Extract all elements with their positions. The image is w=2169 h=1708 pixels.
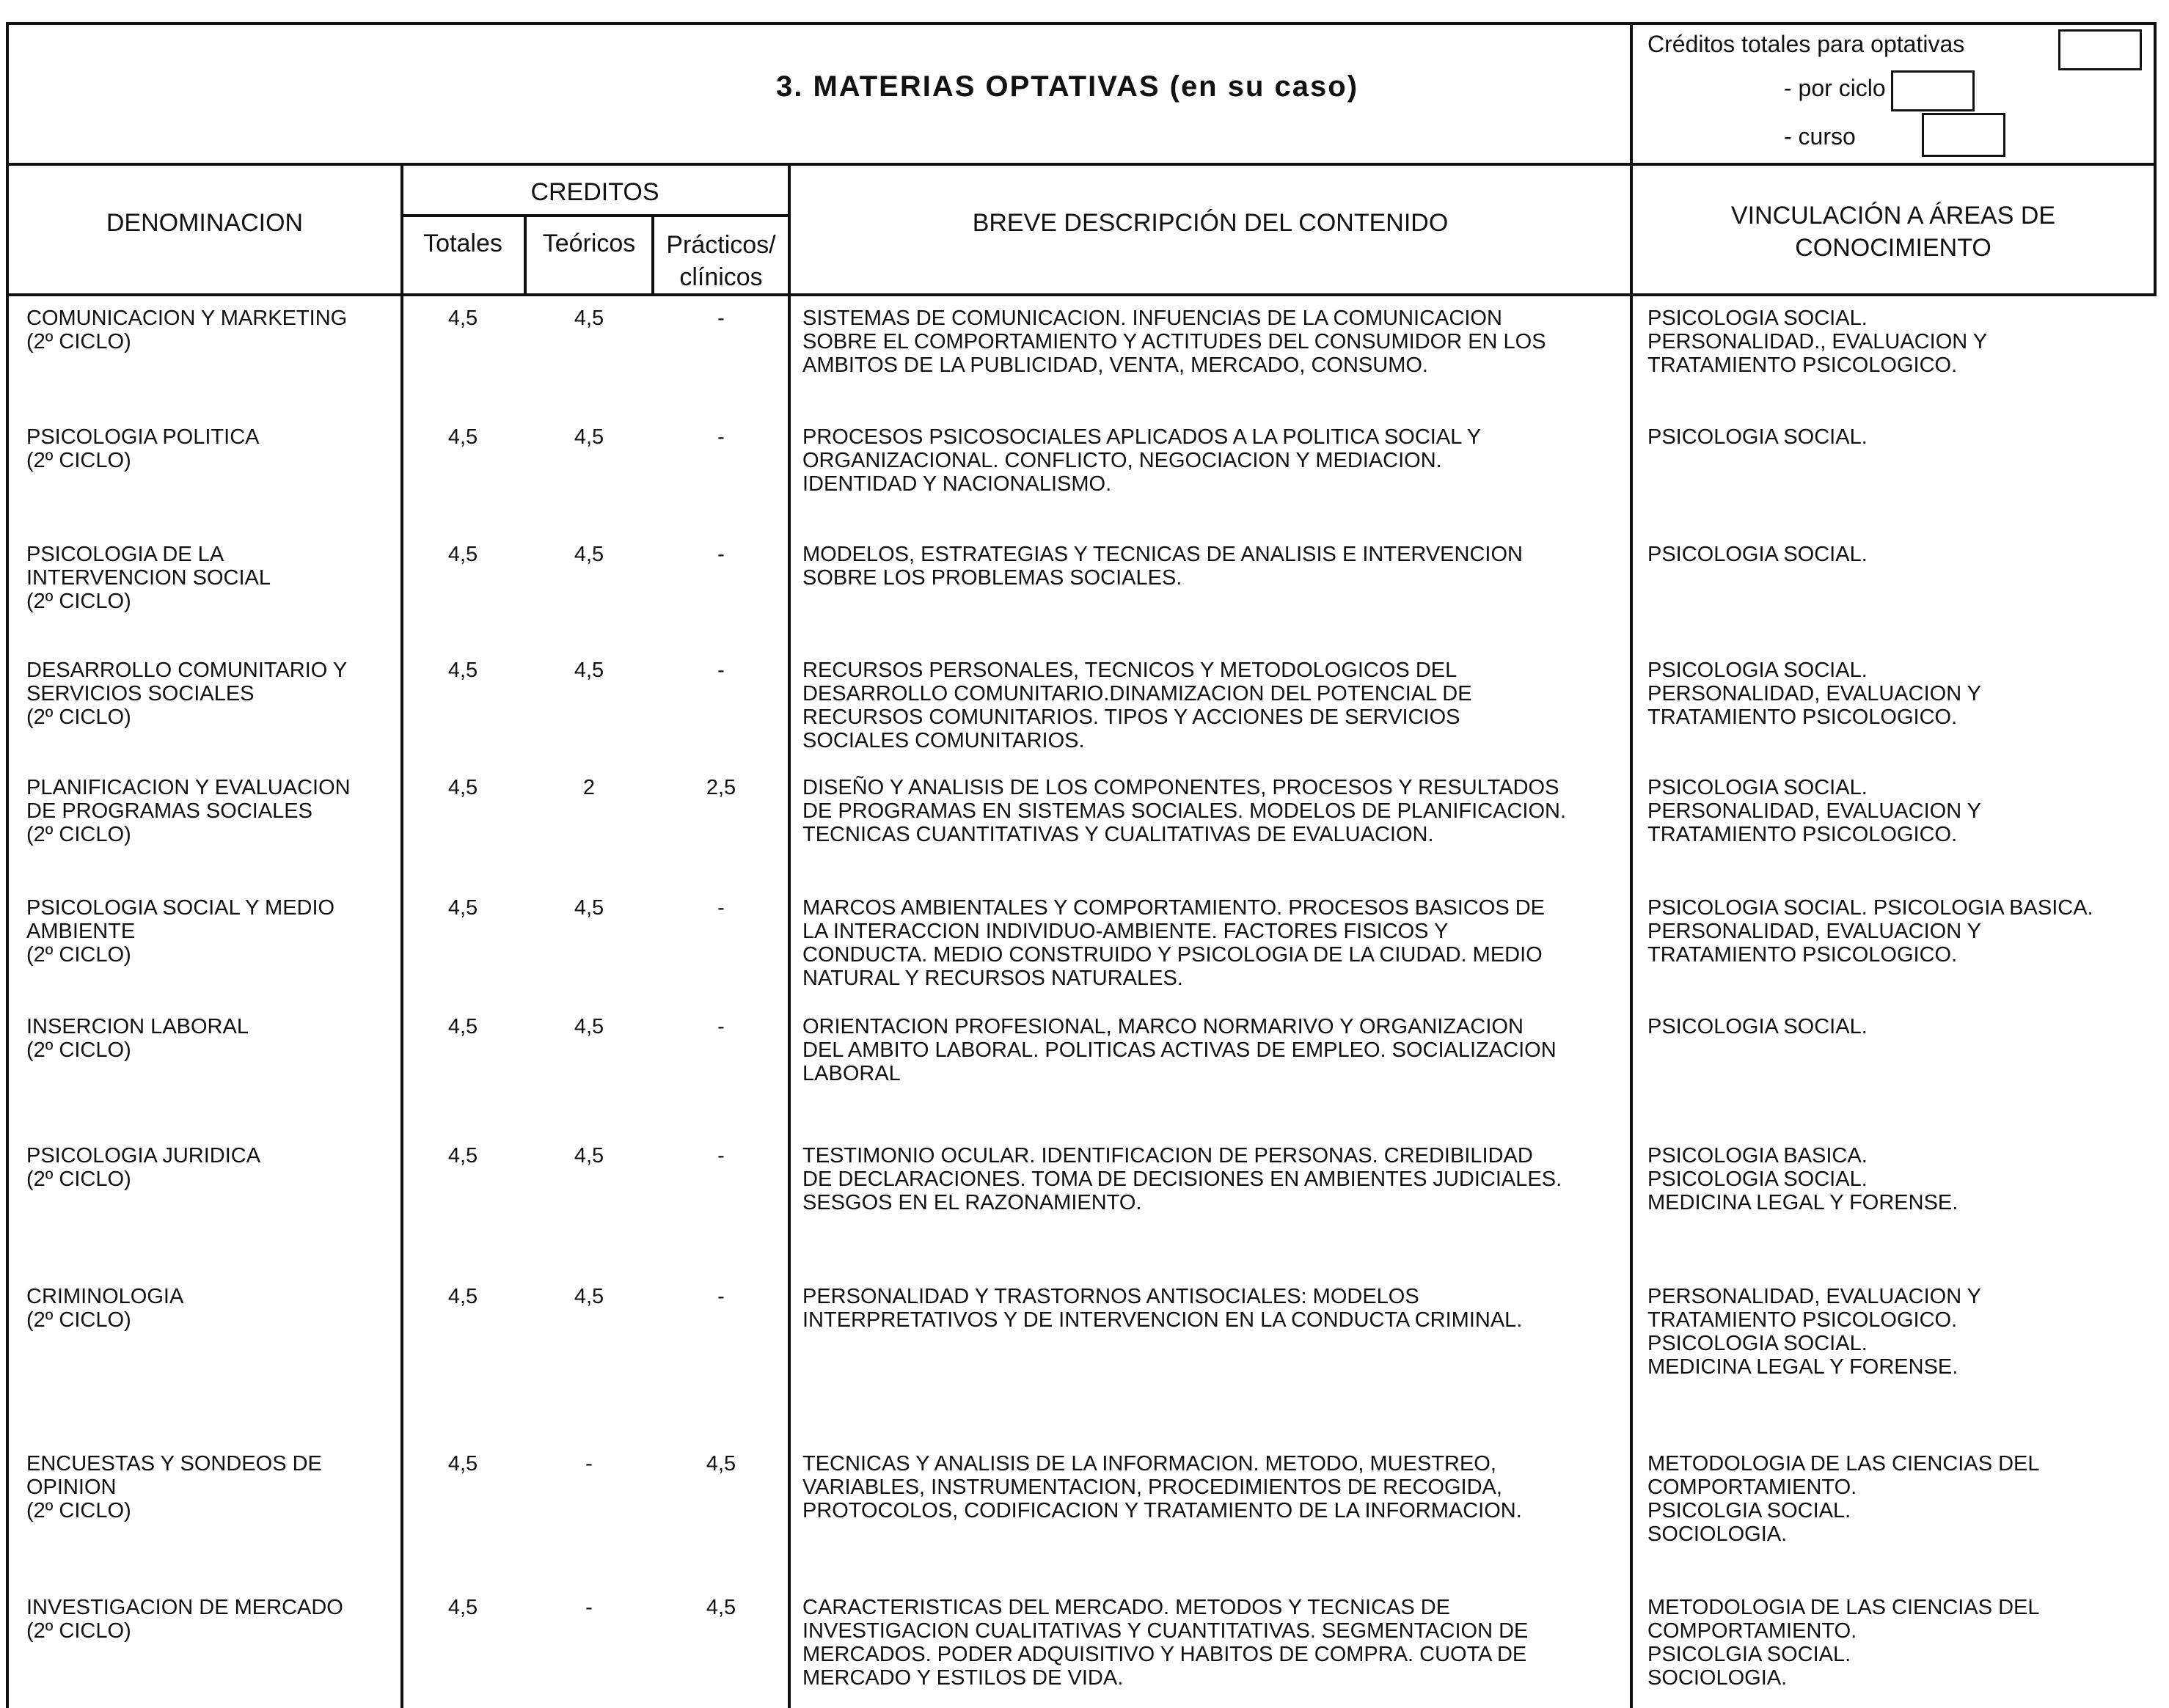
knowledge-areas: METODOLOGIA DE LAS CIENCIAS DEL COMPORTAMIENTO. PSICOLGIA SOCIAL. SOCIOLOGIA. xyxy=(1647,1596,2040,1690)
left-border xyxy=(6,22,9,1708)
credits-practicos: 4,5 xyxy=(706,1596,736,1619)
col-divider-creditos xyxy=(788,163,791,1708)
credits-totales: 4,5 xyxy=(447,1452,478,1476)
credits-totales: 4,5 xyxy=(447,425,478,449)
per-course-label: - curso xyxy=(1784,123,1856,150)
subject-description: MARCOS AMBIENTALES Y COMPORTAMIENTO. PROCESOS BASICOS DE LA INTERACCION INDIVIDUO-AMBIENTE. FACTORES FISICOS Y CONDUCTA. MEDIO CONSTRUIDO Y PSICOLOGIA DE LA CIUDAD. MEDIO NATURAL Y RECURSOS NATURALES. xyxy=(802,896,1545,990)
credits-teoricos: 4,5 xyxy=(574,307,604,330)
per-cycle-box xyxy=(1891,70,1975,111)
header-bottom-border xyxy=(6,163,2157,166)
subject-description: TECNICAS Y ANALISIS DE LA INFORMACION. METODO, MUESTREO, VARIABLES, INSTRUMENTACION, PROCEDIMIENTOS DE RECOGIDA, PROTOCOLOS, CODIFICACION Y TRATAMIENTO DE LA INFORMACION. xyxy=(802,1452,1522,1522)
subject-description: TESTIMONIO OCULAR. IDENTIFICACION DE PERSONAS. CREDIBILIDAD DE DECLARACIONES. TOMA DE DECISIONES EN AMBIENTES JUDICIALES. SESGOS EN EL RAZONAMIENTO. xyxy=(802,1144,1562,1214)
knowledge-areas: PSICOLOGIA SOCIAL. PERSONALIDAD, EVALUACION Y TRATAMIENTO PSICOLOGICO. xyxy=(1647,659,1982,729)
knowledge-areas: PERSONALIDAD, EVALUACION Y TRATAMIENTO PSICOLOGICO. PSICOLOGIA SOCIAL. MEDICINA LEGAL Y FORENSE. xyxy=(1647,1285,1982,1379)
subject-description: DISEÑO Y ANALISIS DE LOS COMPONENTES, PROCESOS Y RESULTADOS DE PROGRAMAS EN SISTEMAS SOCIALES. MODELOS DE PLANIFICACION. TECNICAS CUANTITATIVAS Y CUALITATIVAS DE EVALUACION. xyxy=(802,776,1566,846)
credits-practicos: - xyxy=(717,659,725,682)
knowledge-areas: PSICOLOGIA SOCIAL. xyxy=(1647,425,1868,449)
header-denominacion: DENOMINACION xyxy=(106,209,304,237)
col-divider-denominacion xyxy=(400,163,403,1708)
subject-name: DESARROLLO COMUNITARIO Y SERVICIOS SOCIALES (2º CICLO) xyxy=(26,659,348,729)
knowledge-areas: PSICOLOGIA SOCIAL. PERSONALIDAD, EVALUACION Y TRATAMIENTO PSICOLOGICO. xyxy=(1647,776,1982,846)
header-teoricos: Teóricos xyxy=(542,230,636,257)
credits-teoricos: 4,5 xyxy=(574,1144,604,1168)
subject-name: PSICOLOGIA JURIDICA (2º CICLO) xyxy=(26,1144,261,1191)
subject-description: PROCESOS PSICOSOCIALES APLICADOS A LA POLITICA SOCIAL Y ORGANIZACIONAL. CONFLICTO, NEGOCIACION Y MEDIACION. IDENTIDAD Y NACIONALISMO. xyxy=(802,425,1482,496)
credits-totales: 4,5 xyxy=(447,1596,478,1619)
credits-practicos: - xyxy=(717,307,725,330)
page-title: 3. MATERIAS OPTATIVAS (en su caso) xyxy=(776,70,1359,103)
credits-totales: 4,5 xyxy=(447,1015,478,1038)
subject-name: PSICOLOGIA SOCIAL Y MEDIO AMBIENTE (2º CICLO) xyxy=(26,896,335,967)
credits-practicos: 2,5 xyxy=(706,776,736,799)
credits-teoricos: - xyxy=(585,1596,593,1619)
credits-practicos: - xyxy=(717,1015,725,1038)
credits-teoricos: - xyxy=(585,1452,593,1476)
credits-totales: 4,5 xyxy=(447,307,478,330)
credits-teoricos: 4,5 xyxy=(574,896,604,920)
header-descripcion: BREVE DESCRIPCIÓN DEL CONTENIDO xyxy=(972,209,1449,237)
subject-name: PSICOLOGIA DE LA INTERVENCION SOCIAL (2º CICLO) xyxy=(26,543,271,613)
credits-totales: 4,5 xyxy=(447,896,478,920)
credits-totales: 4,5 xyxy=(447,1285,478,1308)
col-divider-descripcion xyxy=(1630,22,1633,1708)
per-course-box xyxy=(1922,113,2005,157)
knowledge-areas: PSICOLOGIA SOCIAL. PSICOLOGIA BASICA. PERSONALIDAD, EVALUACION Y TRATAMIENTO PSICOLOGICO. xyxy=(1647,896,2093,967)
header-practicos: Prácticos/ clínicos xyxy=(666,231,776,291)
subject-description: SISTEMAS DE COMUNICACION. INFUENCIAS DE LA COMUNICACION SOBRE EL COMPORTAMIENTO Y ACTITUDES DEL CONSUMIDOR EN LOS AMBITOS DE LA PUBLICIDAD, VENTA, MERCADO, CONSUMO. xyxy=(802,307,1546,377)
creditos-subheader-line xyxy=(402,214,789,217)
subject-description: PERSONALIDAD Y TRASTORNOS ANTISOCIALES: MODELOS INTERPRETATIVOS Y DE INTERVENCION EN LA CONDUCTA CRIMINAL. xyxy=(802,1285,1523,1332)
credits-teoricos: 2 xyxy=(582,776,596,799)
knowledge-areas: PSICOLOGIA SOCIAL. xyxy=(1647,1015,1868,1038)
knowledge-areas: PSICOLOGIA BASICA. PSICOLOGIA SOCIAL. MEDICINA LEGAL Y FORENSE. xyxy=(1647,1144,1958,1214)
credits-totales: 4,5 xyxy=(447,659,478,682)
header-totales: Totales xyxy=(423,230,502,257)
credits-totales: 4,5 xyxy=(447,543,478,566)
credits-teoricos: 4,5 xyxy=(574,659,604,682)
credits-teoricos: 4,5 xyxy=(574,425,604,449)
header-vinculacion: VINCULACIÓN A ÁREAS DE CONOCIMIENTO xyxy=(1730,202,2056,262)
column-header-bottom-border xyxy=(6,293,2157,296)
subject-description: RECURSOS PERSONALES, TECNICOS Y METODOLOGICOS DEL DESARROLLO COMUNITARIO.DINAMIZACION DEL POTENCIAL DE RECURSOS COMUNITARIOS. TIPOS Y ACCIONES DE SERVICIOS SOCIALES COMUNITARIOS. xyxy=(802,659,1472,752)
credits-practicos: 4,5 xyxy=(706,1452,736,1476)
credits-practicos: - xyxy=(717,425,725,449)
credits-practicos: - xyxy=(717,1144,725,1168)
subject-description: ORIENTACION PROFESIONAL, MARCO NORMARIVO Y ORGANIZACION DEL AMBITO LABORAL. POLITICAS ACTIVAS DE EMPLEO. SOCIALIZACION LABORAL xyxy=(802,1015,1557,1085)
knowledge-areas: METODOLOGIA DE LAS CIENCIAS DEL COMPORTAMIENTO. PSICOLGIA SOCIAL. SOCIOLOGIA. xyxy=(1647,1452,2040,1546)
subject-description: MODELOS, ESTRATEGIAS Y TECNICAS DE ANALISIS E INTERVENCION SOBRE LOS PROBLEMAS SOCIALES. xyxy=(802,543,1523,590)
credits-teoricos: 4,5 xyxy=(574,543,604,566)
credits-teoricos: 4,5 xyxy=(574,1015,604,1038)
credits-teoricos: 4,5 xyxy=(574,1285,604,1308)
subject-name: PSICOLOGIA POLITICA (2º CICLO) xyxy=(26,425,260,472)
credits-totales: 4,5 xyxy=(447,1144,478,1168)
credits-practicos: - xyxy=(717,1285,725,1308)
credits-total-box xyxy=(2058,29,2142,70)
top-border xyxy=(6,22,2157,25)
subject-name: ENCUESTAS Y SONDEOS DE OPINION (2º CICLO) xyxy=(26,1452,322,1522)
right-border xyxy=(2154,22,2157,296)
credits-practicos: - xyxy=(717,896,725,920)
subject-name: INSERCION LABORAL (2º CICLO) xyxy=(26,1015,249,1062)
subject-name: COMUNICACION Y MARKETING (2º CICLO) xyxy=(26,307,348,353)
per-cycle-label: - por ciclo xyxy=(1784,75,1886,101)
subject-name: PLANIFICACION Y EVALUACION DE PROGRAMAS SOCIALES (2º CICLO) xyxy=(26,776,351,846)
credits-total-label: Créditos totales para optativas xyxy=(1647,31,1965,57)
header-creditos: CREDITOS xyxy=(530,178,659,206)
subject-name: INVESTIGACION DE MERCADO (2º CICLO) xyxy=(26,1596,343,1643)
knowledge-areas: PSICOLOGIA SOCIAL. PERSONALIDAD., EVALUACION Y TRATAMIENTO PSICOLOGICO. xyxy=(1647,307,1988,377)
knowledge-areas: PSICOLOGIA SOCIAL. xyxy=(1647,543,1868,566)
credits-totales: 4,5 xyxy=(447,776,478,799)
credits-practicos: - xyxy=(717,543,725,566)
subject-name: CRIMINOLOGIA (2º CICLO) xyxy=(26,1285,184,1332)
subject-description: CARACTERISTICAS DEL MERCADO. METODOS Y TECNICAS DE INVESTIGACION CUALITATIVAS Y CUANTITATIVAS. SEGMENTACION DE MERCADOS. PODER ADQUISITIVO Y HABITOS DE COMPRA. CUOTA DE MERCADO Y ESTILOS DE VIDA. xyxy=(802,1596,1529,1690)
